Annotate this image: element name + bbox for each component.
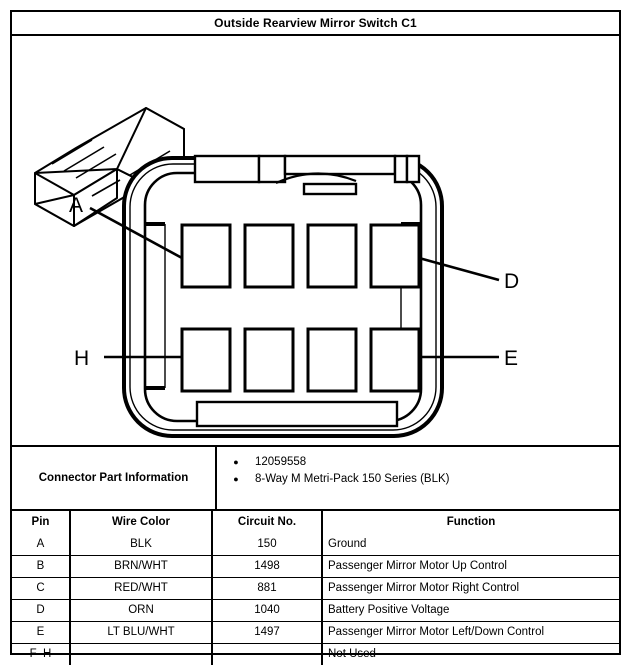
table-row — [12, 577, 619, 599]
part-description: 8-Way M Metri-Pack 150 Series (BLK) — [255, 473, 450, 485]
cell-pin: C — [12, 577, 70, 599]
column-header-function: Function — [446, 516, 496, 528]
connector-part-information-label: Connector Part Information — [12, 447, 217, 509]
page-title-bar — [12, 12, 619, 36]
cell-pin: E — [12, 621, 70, 643]
cell-function: Ground — [322, 533, 619, 555]
bullet-icon: ● — [233, 474, 239, 484]
cell-pin: D — [12, 599, 70, 621]
cell-wire-color: LT BLU/WHT — [70, 621, 212, 643]
cell-pin: B — [12, 555, 70, 577]
table-row — [12, 533, 619, 555]
cell-pin: F–H — [12, 643, 70, 665]
cell-wire-color: ORN — [70, 599, 212, 621]
connector-face-view — [124, 156, 442, 436]
cell-function: Not Used — [328, 648, 376, 661]
part-number: 12059558 — [255, 456, 307, 468]
terminal-cavity — [308, 329, 356, 391]
table-row — [12, 643, 619, 665]
cell-function: Passenger Mirror Motor Left/Down Control — [322, 621, 619, 643]
connector-diagram-area — [12, 36, 619, 447]
callout-label-e: E — [504, 347, 519, 370]
pin-table — [12, 511, 619, 665]
column-header-pin: Pin — [12, 511, 70, 533]
terminal-cavity — [182, 225, 230, 287]
list-item — [217, 471, 619, 488]
cell-circuit-no: 1040 — [212, 599, 322, 621]
table-header-row — [12, 511, 619, 533]
terminal-cavity — [371, 329, 419, 391]
diagram-page — [10, 10, 621, 661]
connector-part-information-list — [217, 447, 619, 509]
bullet-icon: ● — [233, 457, 239, 467]
cell-function: Passenger Mirror Motor Up Control — [322, 555, 619, 577]
table-row — [12, 599, 619, 621]
cell-wire-color: RED/WHT — [70, 577, 212, 599]
terminal-cavity — [371, 225, 419, 287]
callout-label-a: A — [69, 194, 84, 217]
connector-diagram-svg — [12, 36, 619, 442]
table-row — [12, 621, 619, 643]
cell-wire-color: BLK — [70, 533, 212, 555]
connector-part-information-row — [12, 447, 619, 511]
cell-wire-color: BRN/WHT — [70, 555, 212, 577]
cell-circuit-no: 1498 — [212, 555, 322, 577]
connector-bottom-slot — [197, 402, 397, 426]
cell-wire-color: — — [70, 643, 212, 665]
cell-circuit-no: 881 — [212, 577, 322, 599]
table-row — [12, 555, 619, 577]
cell-circuit-no: 150 — [212, 533, 322, 555]
terminal-cavity — [245, 225, 293, 287]
terminal-cavity — [182, 329, 230, 391]
column-header-circuit-no: Circuit No. — [212, 511, 322, 533]
callout-label-h: H — [74, 347, 90, 370]
column-header-wire-color: Wire Color — [70, 511, 212, 533]
page-title: Outside Rearview Mirror Switch C1 — [214, 16, 417, 30]
list-item — [217, 454, 619, 471]
terminal-cavity — [308, 225, 356, 287]
cell-pin: A — [12, 533, 70, 555]
cell-function: Battery Positive Voltage — [322, 599, 619, 621]
cell-circuit-no: 1497 — [212, 621, 322, 643]
cell-circuit-no: — — [212, 643, 322, 665]
cell-function: Passenger Mirror Motor Right Control — [322, 577, 619, 599]
terminal-cavity — [245, 329, 293, 391]
callout-label-d: D — [504, 270, 520, 293]
